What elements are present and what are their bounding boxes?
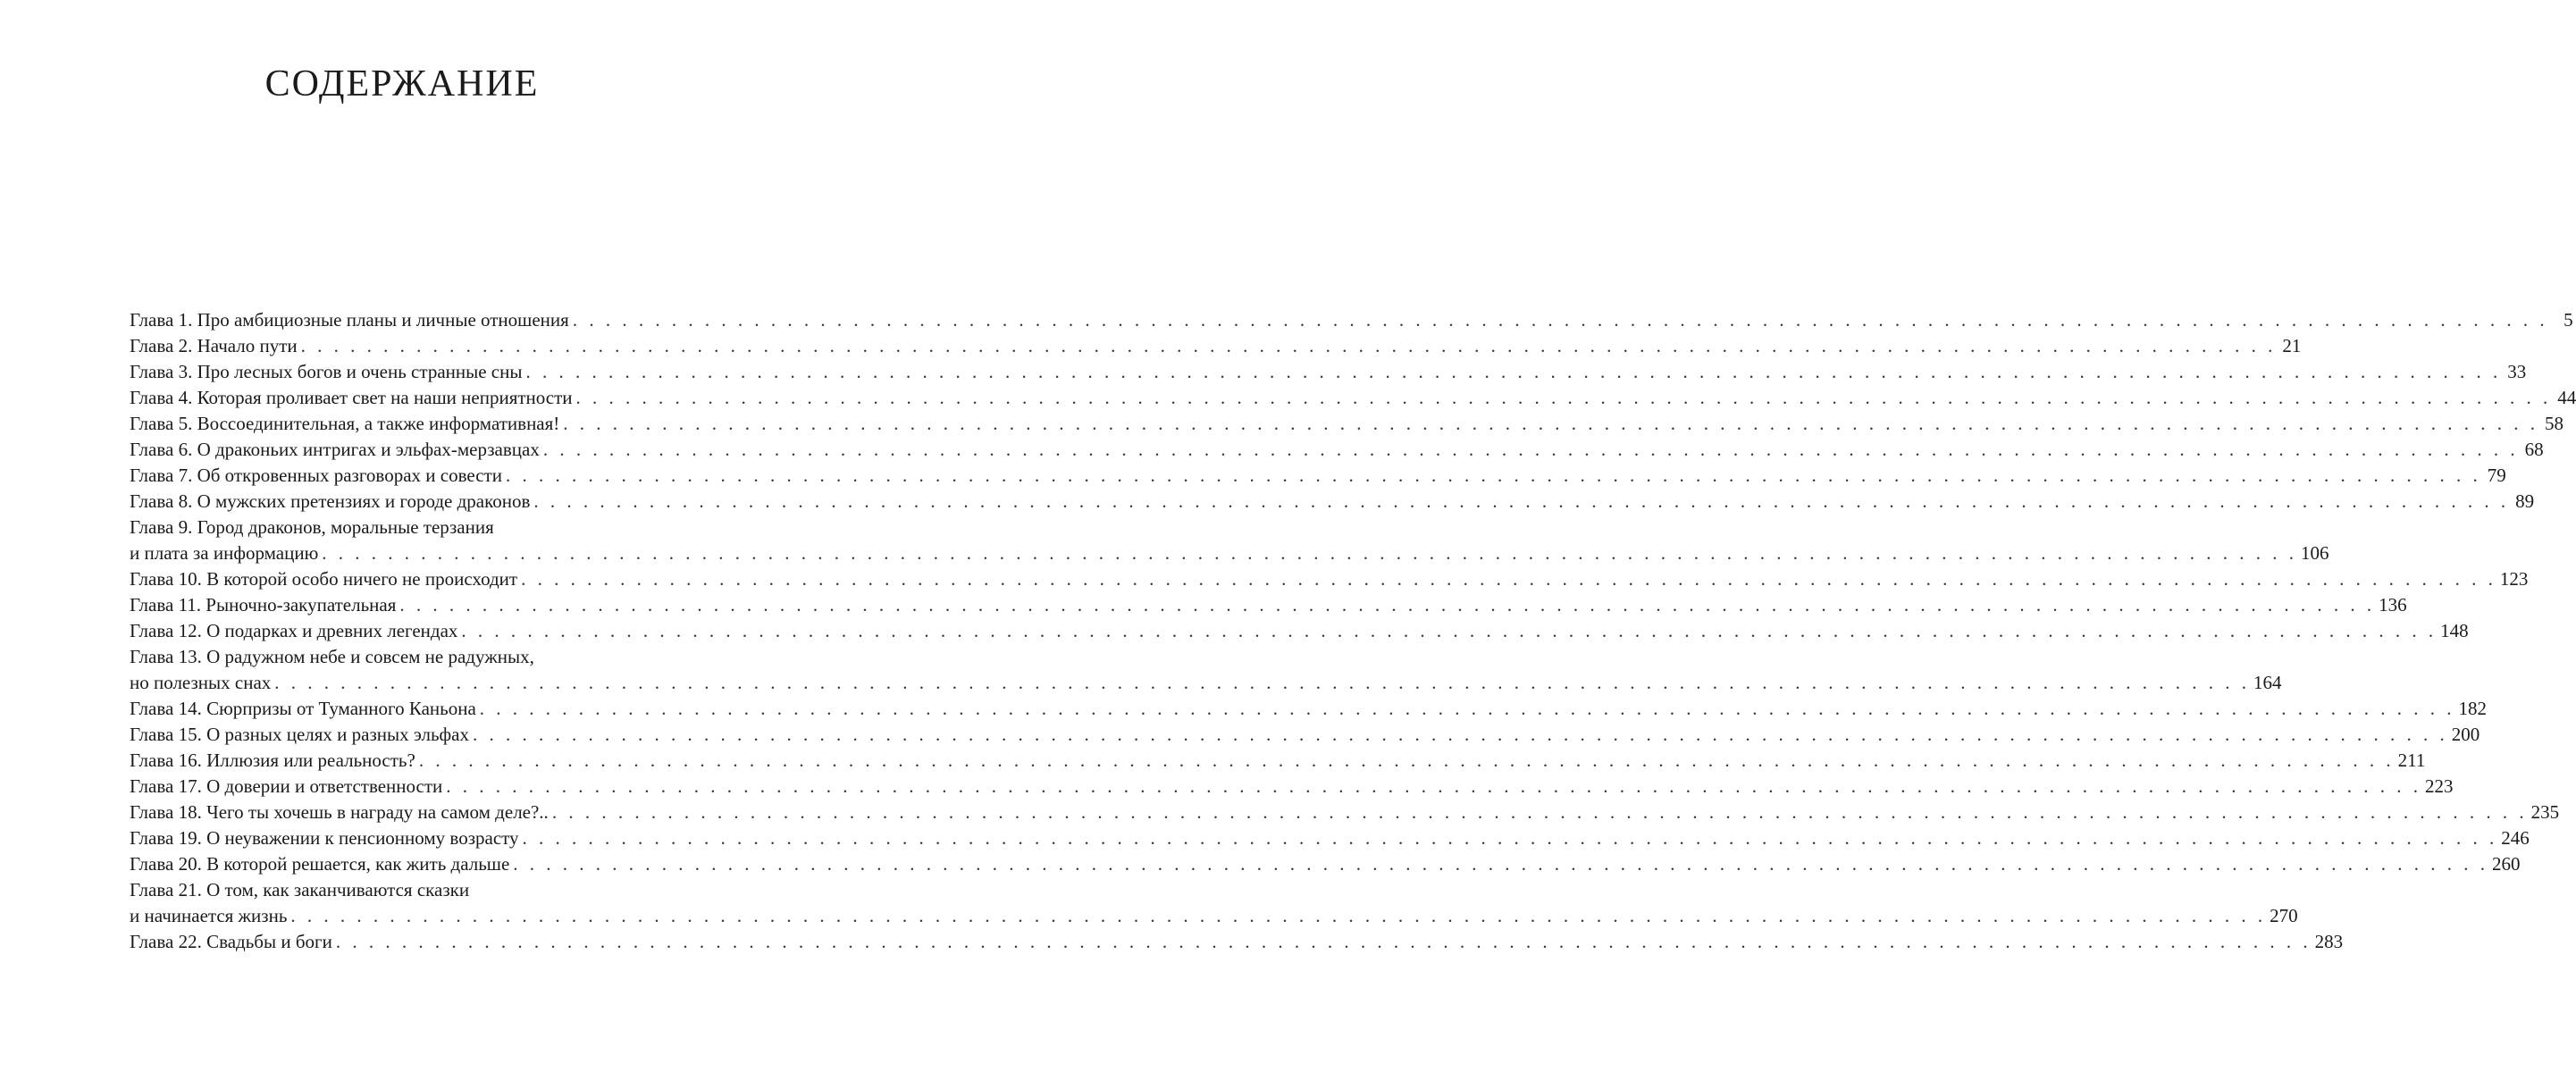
toc-entry [130,774,2454,800]
toc-entry-line [130,411,2564,437]
page-number: 148 [2440,620,2469,641]
page-number: 223 [2425,775,2454,797]
chapter-title: Глава 15. О разных целях и разных эльфах [130,724,469,745]
dot-leader: . . . . . . . . . . . . . . . . . . . . . . . . . . . . . . . . . . . . . . . . . . . . . . . . . . . . . . . . . . . . . . . . . . . . . . . . . . . . . . . . . . . . . . . . . . . . . . . . . . . . . . . . . . . . . . . . . . . . . . . . [563,413,2539,434]
toc-entry [130,333,2302,359]
dot-leader: . . . . . . . . . . . . . . . . . . . . . . . . . . . . . . . . . . . . . . . . . . . . . . . . . . . . . . . . . . . . . . . . . . . . . . . . . . . . . . . . . . . . . . . . . . . . . . . . . . . . . . . . . . . . . . . . . . . . . . . . [525,361,2502,382]
page-number: 123 [2499,568,2529,590]
dot-leader: . . . . . . . . . . . . . . . . . . . . . . . . . . . . . . . . . . . . . . . . . . . . . . . . . . . . . . . . . . . . . . . . . . . . . . . . . . . . . . . . . . . . . . . . . . . . . . . . . . . . . . . . . . . . . . . . . . . . . . . . [274,672,2251,693]
chapter-title: Глава 17. О доверии и ответственности [130,775,443,797]
page-number: 33 [2507,361,2527,382]
dot-leader: . . . . . . . . . . . . . . . . . . . . . . . . . . . . . . . . . . . . . . . . . . . . . . . . . . . . . . . . . . . . . . . . . . . . . . . . . . . . . . . . . . . . . . . . . . . . . . . . . . . . . . . . . . . . . . . . . . . . . . . . [542,439,2519,460]
toc-entry-line [130,851,2521,877]
chapter-title: Глава 10. В которой особо ничего не происходит [130,568,518,590]
toc-entry [130,800,2560,825]
chapter-title: и плата за информацию [130,542,319,564]
toc-entry-line [130,307,2573,333]
chapter-title: Глава 20. В которой решается, как жить дальше [130,853,510,875]
dot-leader: . . . . . . . . . . . . . . . . . . . . . . . . . . . . . . . . . . . . . . . . . . . . . . . . . . . . . . . . . . . . . . . . . . . . . . . . . . . . . . . . . . . . . . . . . . . . . . . . . . . . . . . . . . . . . . . . . . . . . . . . [533,490,2510,512]
chapter-title: Глава 18. Чего ты хочешь в награду на самом деле?.. [130,801,549,823]
dot-leader: . . . . . . . . . . . . . . . . . . . . . . . . . . . . . . . . . . . . . . . . . . . . . . . . . . . . . . . . . . . . . . . . . . . . . . . . . . . . . . . . . . . . . . . . . . . . . . . . . . . . . . . . . . . . . . . . . . . . . . . . [418,750,2395,771]
toc-entry-line [130,825,2530,851]
toc-entry [130,411,2564,437]
dot-leader: . . . . . . . . . . . . . . . . . . . . . . . . . . . . . . . . . . . . . . . . . . . . . . . . . . . . . . . . . . . . . . . . . . . . . . . . . . . . . . . . . . . . . . . . . . . . . . . . . . . . . . . . . . . . . . . . . . . . . . . . [521,568,2496,590]
page-number: 246 [2501,827,2530,849]
chapter-title: Глава 4. Которая проливает свет на наши неприятности [130,387,573,408]
toc-entry [130,851,2521,877]
dot-leader: . . . . . . . . . . . . . . . . . . . . . . . . . . . . . . . . . . . . . . . . . . . . . . . . . . . . . . . . . . . . . . . . . . . . . . . . . . . . . . . . . . . . . . . . . . . . . . . . . . . . . . . . . . . . . . . . . . . . . . . . [399,594,2376,616]
toc-entry-line [130,774,2454,800]
chapter-title: но полезных снах [130,672,272,693]
toc-entry-line [130,748,2426,774]
dot-leader: . . . . . . . . . . . . . . . . . . . . . . . . . . . . . . . . . . . . . . . . . . . . . . . . . . . . . . . . . . . . . . . . . . . . . . . . . . . . . . . . . . . . . . . . . . . . . . . . . . . . . . . . . . . . . . . . . . . . . . . . [575,387,2552,408]
chapter-title: и начинается жизнь [130,905,288,926]
page-number: 200 [2451,724,2480,745]
toc-entry-line [130,566,2529,592]
page-number: 260 [2492,853,2521,875]
toc-entry-line [130,489,2535,515]
toc-entry-line-continued [130,515,682,540]
page-number: 164 [2253,672,2282,693]
page-number: 21 [2282,335,2302,356]
page-title: СОДЕРЖАНИЕ [264,63,540,105]
toc-entry [130,877,2298,929]
chapter-title: Глава 2. Начало пути [130,335,298,356]
toc-entry-line-continued [130,877,682,903]
toc-entry [130,644,2282,696]
chapter-title: Глава 3. Про лесных богов и очень странные сны [130,361,523,382]
chapter-title: Глава 6. О драконьих интригах и эльфах-мерзавцах [130,439,540,460]
toc-entry-line [130,385,2576,411]
page-number: 136 [2379,594,2407,616]
chapter-title: Глава 11. Рыночно-закупательная [130,594,397,616]
toc-entry [130,489,2535,515]
dot-leader: . . . . . . . . . . . . . . . . . . . . . . . . . . . . . . . . . . . . . . . . . . . . . . . . . . . . . . . . . . . . . . . . . . . . . . . . . . . . . . . . . . . . . . . . . . . . . . . . . . . . . . . . . . . . . . . . . . . . . . . . [572,309,2548,331]
page-number: 211 [2397,750,2426,771]
toc-entry-line [130,618,2469,644]
toc-entry [130,385,2576,411]
toc-entry-line [130,437,2544,463]
chapter-title: Глава 14. Сюрпризы от Туманного Каньона [130,698,476,719]
page-number: 89 [2515,490,2535,512]
table-of-contents [130,307,2576,955]
chapter-title: Глава 1. Про амбициозные планы и личные отношения [130,309,569,331]
page-number: 235 [2530,801,2560,823]
dot-leader: . . . . . . . . . . . . . . . . . . . . . . . . . . . . . . . . . . . . . . . . . . . . . . . . . . . . . . . . . . . . . . . . . . . . . . . . . . . . . . . . . . . . . . . . . . . . . . . . . . . . . . . . . . . . . . . . . . . . . . . . [300,335,2277,356]
dot-leader: . . . . . . . . . . . . . . . . . . . . . . . . . . . . . . . . . . . . . . . . . . . . . . . . . . . . . . . . . . . . . . . . . . . . . . . . . . . . . . . . . . . . . . . . . . . . . . . . . . . . . . . . . . . . . . . . . . . . . . . . [322,542,2298,564]
chapter-title: Глава 19. О неуважении к пенсионному возрасту [130,827,519,849]
toc-entry-line [130,722,2480,748]
page-number: 182 [2458,698,2488,719]
toc-entry [130,463,2506,489]
chapter-title: Глава 7. Об откровенных разговорах и совести [130,465,502,486]
toc-entry [130,825,2530,851]
dot-leader: . . . . . . . . . . . . . . . . . . . . . . . . . . . . . . . . . . . . . . . . . . . . . . . . . . . . . . . . . . . . . . . . . . . . . . . . . . . . . . . . . . . . . . . . . . . . . . . . . . . . . . . . . . . . . . . . . . . . . . . . [472,724,2448,745]
dot-leader: . . . . . . . . . . . . . . . . . . . . . . . . . . . . . . . . . . . . . . . . . . . . . . . . . . . . . . . . . . . . . . . . . . . . . . . . . . . . . . . . . . . . . . . . . . . . . . . . . . . . . . . . . . . . . . . . . . . . . . . . [335,931,2312,952]
page-number: 270 [2270,905,2298,926]
dot-leader: . . . . . . . . . . . . . . . . . . . . . . . . . . . . . . . . . . . . . . . . . . . . . . . . . . . . . . . . . . . . . . . . . . . . . . . . . . . . . . . . . . . . . . . . . . . . . . . . . . . . . . . . . . . . . . . . . . . . . . . . [290,905,2267,926]
toc-entry [130,722,2480,748]
dot-leader: . . . . . . . . . . . . . . . . . . . . . . . . . . . . . . . . . . . . . . . . . . . . . . . . . . . . . . . . . . . . . . . . . . . . . . . . . . . . . . . . . . . . . . . . . . . . . . . . . . . . . . . . . . . . . . . . . . . . . . . . [446,775,2422,797]
dot-leader: . . . . . . . . . . . . . . . . . . . . . . . . . . . . . . . . . . . . . . . . . . . . . . . . . . . . . . . . . . . . . . . . . . . . . . . . . . . . . . . . . . . . . . . . . . . . . . . . . . . . . . . . . . . . . . . . . . . . . . . . [505,465,2481,486]
toc-entry-line [130,359,2527,385]
dot-leader: . . . . . . . . . . . . . . . . . . . . . . . . . . . . . . . . . . . . . . . . . . . . . . . . . . . . . . . . . . . . . . . . . . . . . . . . . . . . . . . . . . . . . . . . . . . . . . . . . . . . . . . . . . . . . . . . . . . . . . . . [513,853,2489,875]
chapter-title: Глава 16. Иллюзия или реальность? [130,750,415,771]
toc-entry-line [130,903,2298,929]
page-number: 5 [2563,309,2573,331]
chapter-title: Глава 8. О мужских претензиях и городе драконов [130,490,531,512]
toc-entry-line [130,463,2506,489]
page-number: 106 [2301,542,2329,564]
page-number: 283 [2314,931,2344,952]
toc-entry-line [130,592,2407,618]
dot-leader: . . . . . . . . . . . . . . . . . . . . . . . . . . . . . . . . . . . . . . . . . . . . . . . . . . . . . . . . . . . . . . . . . . . . . . . . . . . . . . . . . . . . . . . . . . . . . . . . . . . . . . . . . . . . . . . . . . . . . . . . [522,827,2498,849]
toc-entry [130,748,2426,774]
chapter-title: Глава 5. Воссоединительная, а также информативная! [130,413,560,434]
toc-entry-line-continued [130,644,682,670]
page-number: 58 [2545,413,2564,434]
toc-entry-line [130,800,2560,825]
toc-entry [130,359,2527,385]
toc-entry [130,437,2544,463]
page-number: 68 [2524,439,2544,460]
dot-leader: . . . . . . . . . . . . . . . . . . . . . . . . . . . . . . . . . . . . . . . . . . . . . . . . . . . . . . . . . . . . . . . . . . . . . . . . . . . . . . . . . . . . . . . . . . . . . . . . . . . . . . . . . . . . . . . . . . . . . . . . [479,698,2455,719]
chapter-title: Глава 13. О радужном небе и совсем не радужных, [130,646,534,667]
toc-entry [130,592,2407,618]
dot-leader: . . . . . . . . . . . . . . . . . . . . . . . . . . . . . . . . . . . . . . . . . . . . . . . . . . . . . . . . . . . . . . . . . . . . . . . . . . . . . . . . . . . . . . . . . . . . . . . . . . . . . . . . . . . . . . . . . . . . . . . . [461,620,2438,641]
page-number: 44 [2557,387,2576,408]
chapter-title: Глава 22. Свадьбы и боги [130,931,332,952]
chapter-title: Глава 12. О подарках и древних легендах [130,620,458,641]
page-number: 79 [2487,465,2506,486]
chapter-title: Глава 21. О том, как заканчиваются сказки [130,879,470,900]
toc-entry [130,566,2529,592]
toc-entry-line [130,670,2282,696]
toc-entry [130,696,2488,722]
toc-entry [130,929,2344,955]
toc-entry-line [130,333,2302,359]
dot-leader: . . . . . . . . . . . . . . . . . . . . . . . . . . . . . . . . . . . . . . . . . . . . . . . . . . . . . . . . . . . . . . . . . . . . . . . . . . . . . . . . . . . . . . . . . . . . . . . . . . . . . . . . . . . . . . . . . . . . . . . . [551,801,2528,823]
toc-entry-line [130,540,2329,566]
toc-entry [130,618,2469,644]
toc-entry [130,515,2329,566]
toc-entry-line [130,696,2488,722]
toc-entry [130,307,2573,333]
toc-entry-line [130,929,2344,955]
chapter-title: Глава 9. Город драконов, моральные терзания [130,516,494,538]
